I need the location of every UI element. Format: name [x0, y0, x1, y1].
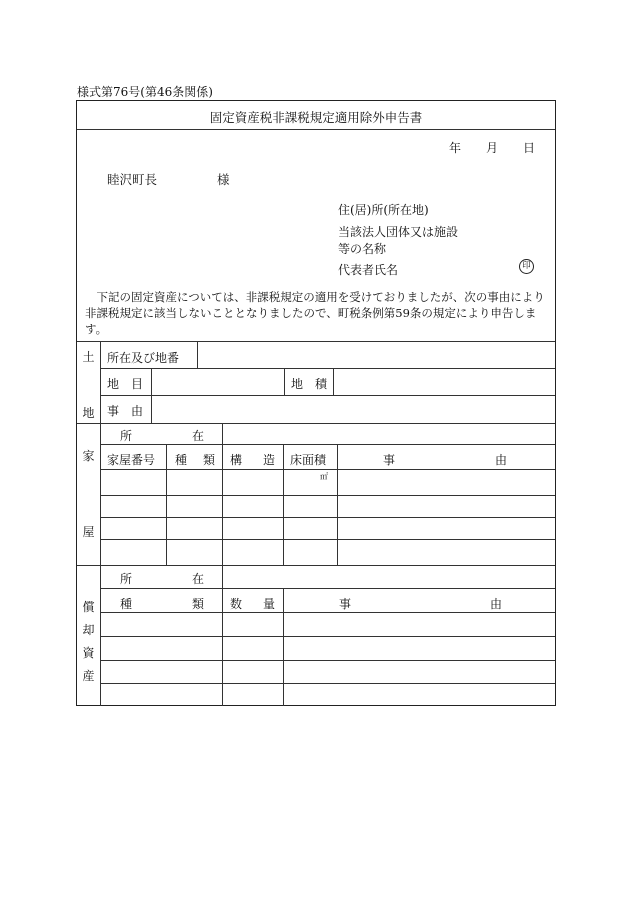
land-section-char-bottom: 地 — [82, 406, 95, 420]
form-number: 様式第76号(第46条関係) — [77, 85, 213, 99]
house-floor-area-header: 床面積 — [290, 453, 327, 467]
house-col-divider-4 — [337, 444, 338, 565]
depreciable-header-bottom — [100, 612, 555, 613]
date-month-label: 月 — [486, 141, 499, 155]
house-reason-header-char-2: 由 — [494, 453, 507, 467]
house-col-divider-1 — [166, 444, 167, 565]
title-divider — [77, 129, 555, 130]
house-section-char-bottom: 屋 — [82, 525, 95, 539]
depreciable-location-label-char-1: 所 — [120, 572, 133, 586]
declaration-form — [76, 100, 556, 706]
depreciable-location-label-char-2: 在 — [191, 572, 204, 586]
land-reason-label: 事 由 — [107, 404, 144, 418]
depreciable-kind-header-char-1: 種 — [120, 597, 133, 611]
house-kind-header-char-1: 種 — [175, 453, 188, 467]
addressee: 睦沢町長 — [107, 172, 158, 187]
depreciable-quantity-header — [230, 595, 275, 612]
house-structure-header-char-2: 造 — [262, 453, 275, 467]
house-header-bottom — [100, 469, 555, 470]
house-structure-header-char-1: 構 — [230, 453, 243, 467]
house-number-header: 家屋番号 — [107, 453, 156, 467]
house-location-label-char-1: 所 — [120, 429, 133, 443]
depreciable-top-border — [77, 565, 555, 566]
house-structure-header — [230, 451, 275, 468]
depreciable-reason-header-char-1: 事 — [339, 597, 352, 611]
land-area-label-left-border — [284, 368, 285, 395]
house-reason-header-char-1: 事 — [383, 453, 396, 467]
land-location-divider — [197, 341, 198, 368]
depreciable-location-label — [120, 570, 204, 587]
depreciable-col-divider-2 — [283, 588, 284, 706]
depreciable-kind-header-char-2: 類 — [191, 597, 204, 611]
land-top-border — [77, 341, 555, 342]
depreciable-section-char-4: 産 — [82, 669, 95, 683]
land-location-label: 所在及び地番 — [107, 351, 180, 365]
land-area-label-right-border — [333, 368, 334, 395]
floor-area-unit: ㎡ — [320, 472, 328, 481]
depreciable-row-divider-2 — [100, 660, 555, 661]
depreciable-kind-header — [120, 595, 204, 612]
depreciable-section-char-1: 償 — [82, 600, 95, 614]
land-category-label: 地 目 — [107, 377, 144, 391]
seal-mark: 印 — [519, 259, 534, 274]
house-location-label-char-2: 在 — [191, 429, 204, 443]
land-row-divider-1 — [100, 368, 555, 369]
house-kind-header-char-2: 類 — [202, 453, 215, 467]
house-top-border — [77, 423, 555, 424]
depreciable-quantity-header-char-2: 量 — [262, 597, 275, 611]
depreciable-reason-header — [339, 595, 502, 612]
date-year-label: 年 — [449, 141, 462, 155]
house-row-divider-2 — [100, 517, 555, 518]
depreciable-section-char-2: 却 — [82, 623, 95, 637]
land-area-label: 地 積 — [291, 377, 328, 391]
house-row-divider-1 — [100, 495, 555, 496]
house-col-divider-3 — [283, 444, 284, 565]
declaration-text: 下記の固定資産については、非課税規定の適用を受けておりましたが、次の事由により非課税規定に該当しないこととなりましたので、町税条例第59条の規定により申告します。 — [85, 290, 545, 336]
applicant-org-label: 当該法人団体又は施設等の名称 — [338, 225, 459, 256]
depreciable-quantity-header-char-1: 数 — [230, 597, 243, 611]
depreciable-reason-header-char-2: 由 — [489, 597, 502, 611]
house-location-label — [120, 427, 204, 444]
depreciable-section-char-3: 資 — [82, 646, 95, 660]
land-row-divider-2 — [100, 395, 555, 396]
depreciable-header-top — [100, 588, 555, 589]
house-kind-header — [175, 451, 215, 468]
depreciable-row-divider-3 — [100, 683, 555, 684]
house-row-divider-3 — [100, 539, 555, 540]
house-section-char-top: 家 — [82, 449, 95, 463]
house-header-top — [100, 444, 555, 445]
depreciable-row-divider-1 — [100, 636, 555, 637]
applicant-address-label: 住(居)所(所在地) — [338, 203, 429, 217]
house-reason-header — [383, 451, 507, 468]
representative-name-label: 代表者氏名 — [338, 263, 399, 277]
honorific: 様 — [217, 172, 230, 187]
land-section-char-top: 土 — [82, 350, 95, 364]
date-day-label: 日 — [523, 141, 536, 155]
form-title: 固定資産税非課税規定適用除外申告書 — [209, 110, 423, 125]
